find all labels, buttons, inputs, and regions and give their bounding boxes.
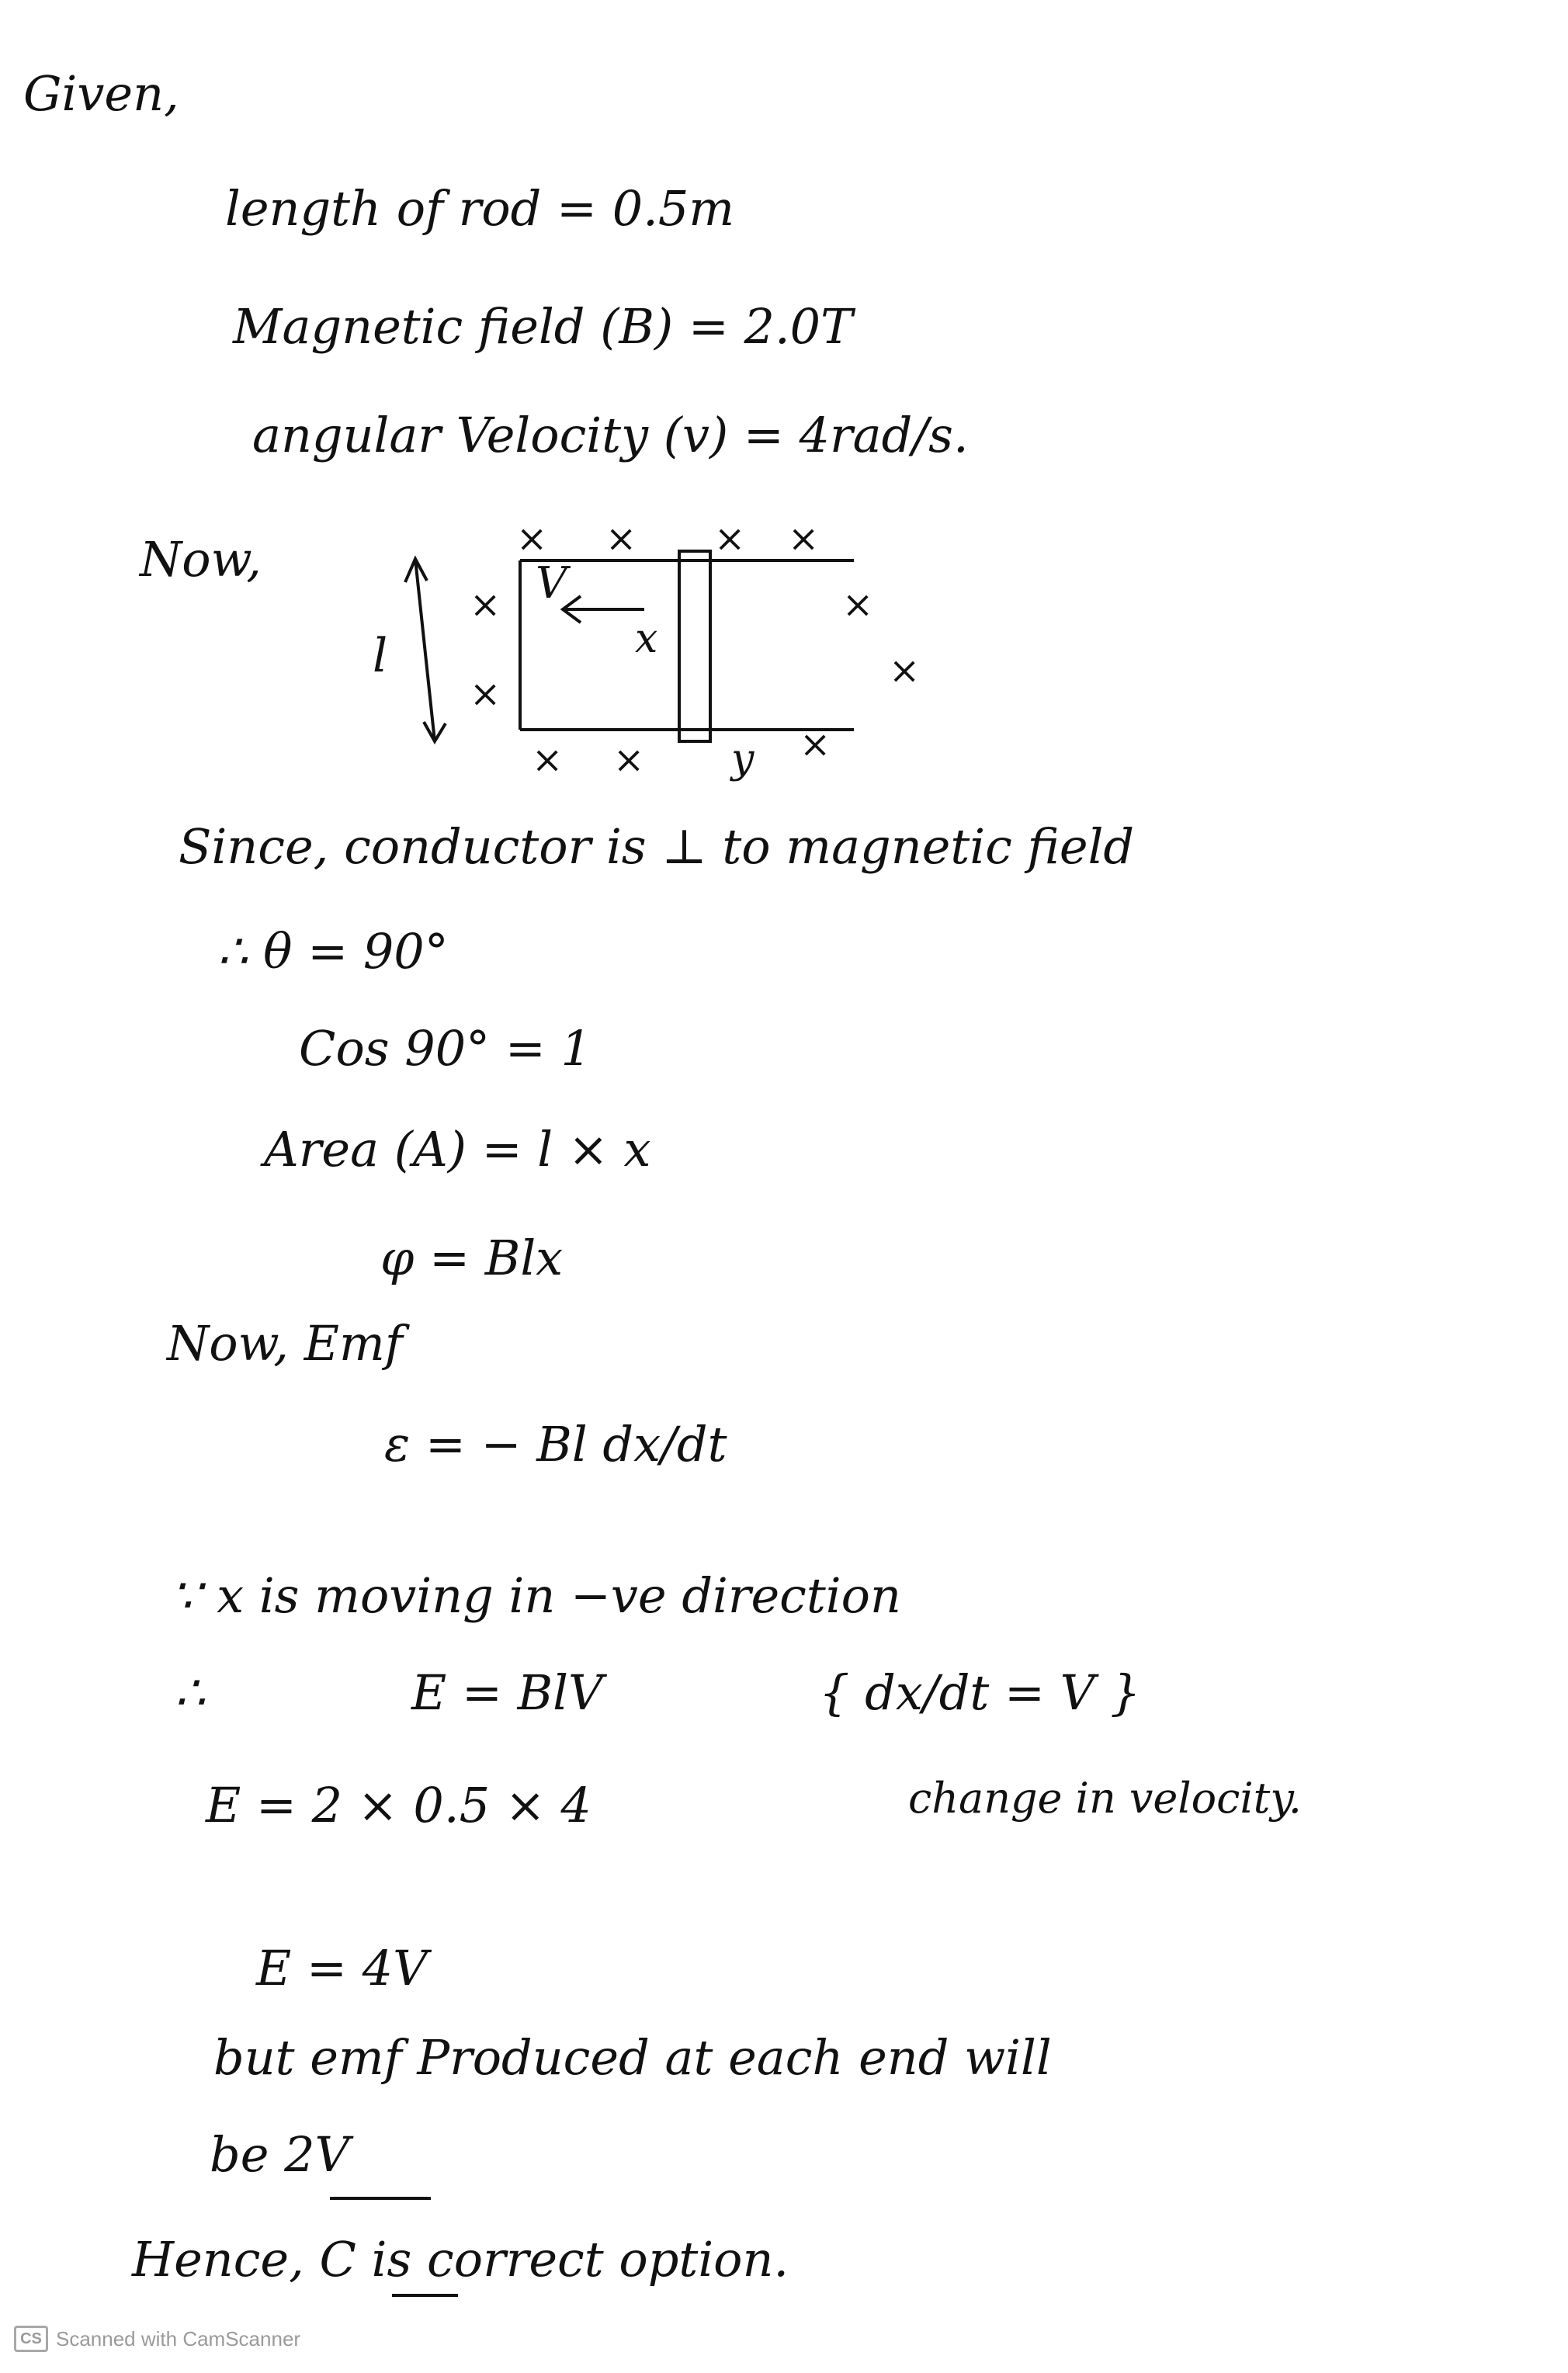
calc-line: E = 2 × 0.5 × 4 (206, 1777, 591, 1834)
scanner-credit: Scanned with CamScanner (56, 2326, 301, 2350)
emf-blv: E = BlV (411, 1664, 603, 1721)
flux-line: φ = Blx (380, 1230, 564, 1286)
field-cross: × (470, 672, 501, 716)
field-cross: × (516, 517, 548, 560)
field-cross: × (613, 738, 645, 782)
field-cross: × (714, 517, 746, 560)
field-cross: × (470, 583, 501, 626)
change-note: change in velocity. (908, 1774, 1302, 1823)
bracket-note: { dx/dt = V } (819, 1664, 1141, 1721)
now-emf-line: Now, Emf (167, 1315, 403, 1372)
now-label: Now, (140, 531, 262, 588)
field-line: Magnetic field (B) = 2.0T (233, 298, 853, 355)
therefore-symbol: ∴ (175, 1664, 206, 1721)
length-line: length of rod = 0.5m (225, 180, 735, 237)
answer-underline (392, 2294, 458, 2297)
moving-line: ∵ x is moving in −ve direction (171, 1567, 901, 1624)
field-cross: × (788, 517, 820, 560)
field-cross: × (800, 723, 831, 766)
label-l: l (373, 629, 388, 683)
area-line: Area (A) = l × x (264, 1121, 651, 1178)
but-line: but emf Produced at each end will (213, 2029, 1052, 2086)
field-cross: × (532, 738, 564, 782)
be-underline (330, 2197, 431, 2200)
be-line: be 2V (210, 2126, 350, 2183)
field-cross: × (605, 517, 637, 560)
result-line: E = 4V (256, 1940, 428, 1997)
label-y: y (731, 736, 755, 782)
emf-equation: ε = − Bl dx/dt (384, 1416, 727, 1473)
cos-line: Cos 90° = 1 (299, 1020, 591, 1077)
label-x: x (635, 616, 658, 662)
since-line: Since, conductor is ⊥ to magnetic field (179, 818, 1135, 875)
camscanner-logo: CS (14, 2326, 48, 2352)
label-v: V (536, 558, 567, 609)
theta-line: ∴ θ = 90° (217, 923, 449, 980)
scanner-footer (14, 2326, 300, 2352)
given-heading: Given, (23, 65, 179, 122)
rod-rail-diagram (373, 505, 963, 792)
velocity-line: angular Velocity (v) = 4rad/s. (252, 407, 969, 463)
field-cross: × (889, 649, 921, 692)
hence-line: Hence, C is correct option. (132, 2231, 789, 2288)
field-cross: × (842, 583, 874, 626)
